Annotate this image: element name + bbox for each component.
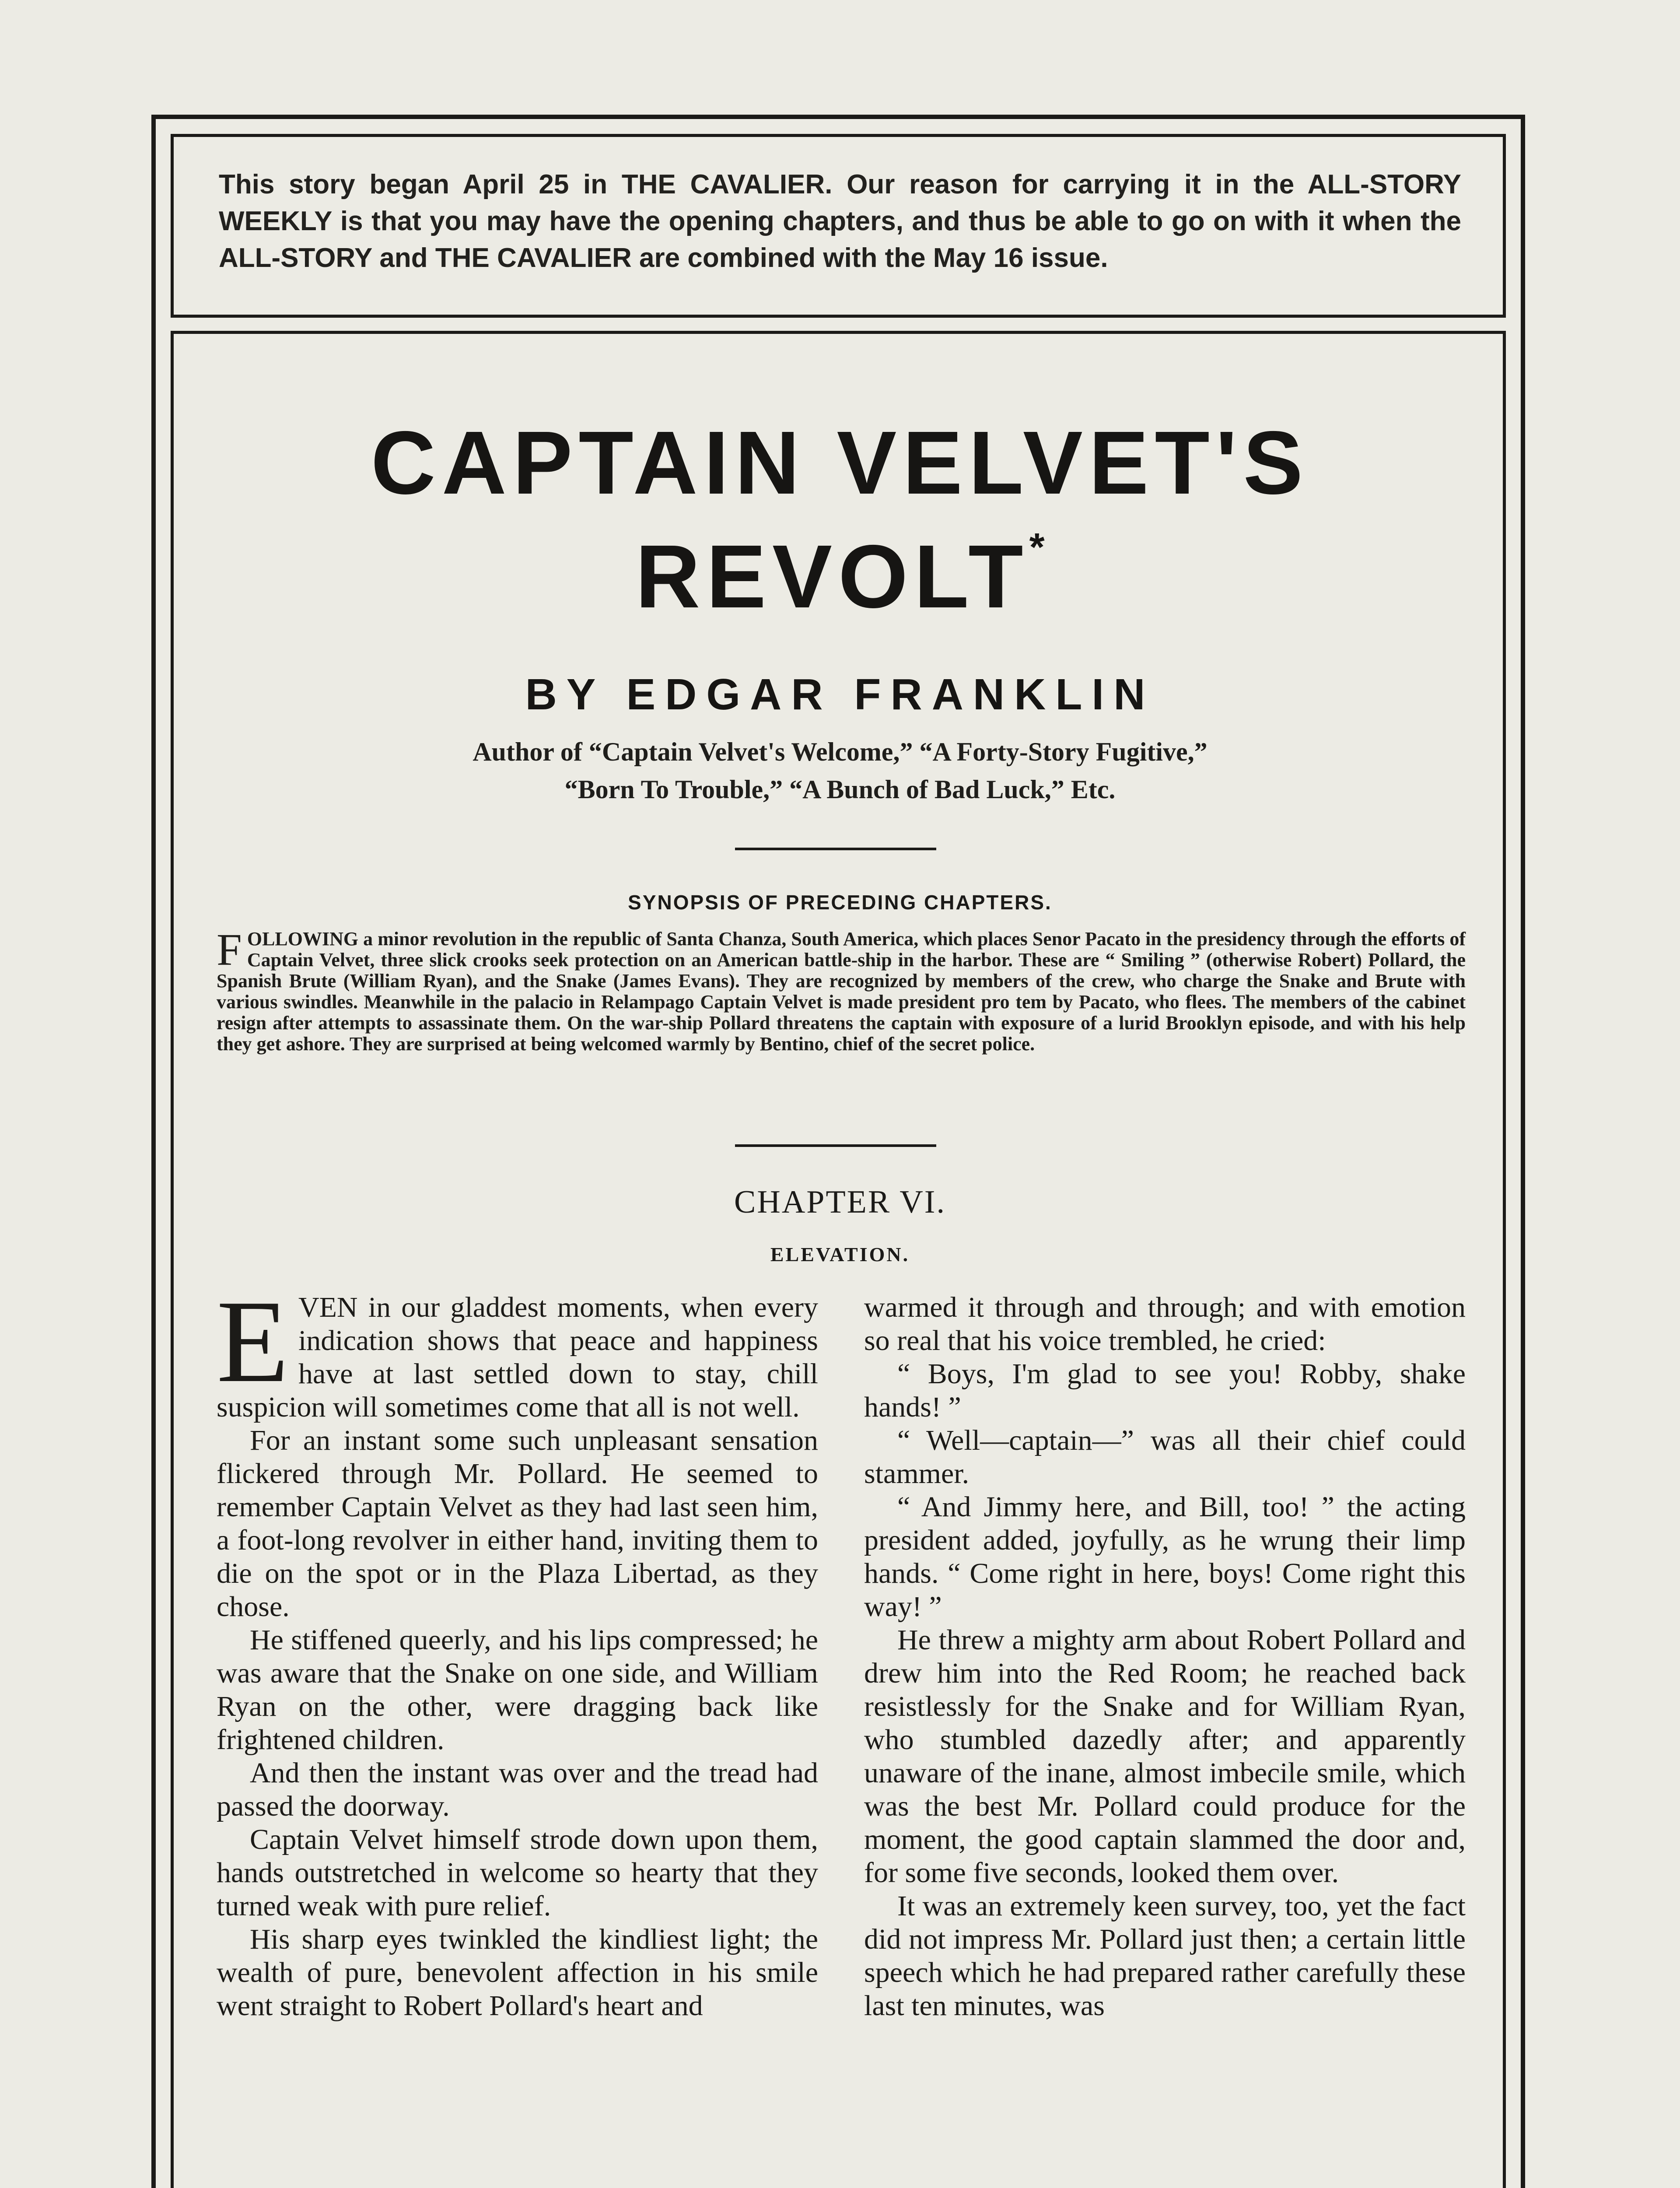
story-title-line-1: CAPTAIN VELVET'S — [371, 413, 1309, 513]
drop-cap: E — [217, 1276, 289, 1407]
synopsis-heading: SYNOPSIS OF PRECEDING CHAPTERS. — [628, 891, 1052, 914]
paragraph: And then the instant was over and the tread had passed the doorway. — [217, 1757, 818, 1822]
chapter-subtitle: ELEVATION. — [770, 1243, 910, 1266]
paragraph: It was an extremely keen survey, too, yet the fact did not impress Mr. Pollard just then; a certain little speech which he had prepared rather carefully these last ten minutes, was — [864, 1890, 1466, 2022]
synopsis-text — [217, 925, 1466, 1055]
paragraph-text: VEN in our gladdest moments, when every indication shows that peace and happiness have at last settled down to stay, chill suspicion will sometimes come that all is not well. — [217, 1291, 818, 1423]
divider-rule — [735, 848, 936, 850]
title-footnote-marker: * — [1029, 526, 1045, 569]
paragraph: Captain Velvet himself strode down upon them, hands outstretched in welcome so hearty that they turned weak with pure relief. — [217, 1823, 818, 1922]
story-title-word: REVOLT — [635, 526, 1029, 627]
divider-rule — [735, 1144, 936, 1147]
text-column-right — [864, 1291, 1466, 2023]
author-credits — [306, 733, 1374, 808]
synopsis-initial: F — [217, 925, 242, 975]
story-title-line-2 — [175, 525, 1505, 628]
credits-line-2: “Born To Trouble,” “A Bunch of Bad Luck,” Etc. — [564, 775, 1116, 804]
credits-line-1: Author of “Captain Velvet's Welcome,” “A Forty-Story Fugitive,” — [472, 737, 1208, 766]
intro-note: This story began April 25 in THE CAVALIER. Our reason for carrying it in the ALL-STORY WEEKLY is that you may have the opening chapters, and thus be able to go on with it when the ALL-STORY and THE CAVALIER are combined with the May 16 issue. — [219, 169, 1461, 273]
byline: BY EDGAR FRANKLIN — [525, 670, 1155, 719]
paragraph: warmed it through and through; and with emotion so real that his voice trembled, he cried: — [864, 1291, 1466, 1357]
paragraph: “ And Jimmy here, and Bill, too! ” the acting president added, joyfully, as he wrung their limp hands. “ Come right in here, boys! Come right this way! ” — [864, 1491, 1466, 1623]
paragraph: He threw a mighty arm about Robert Pollard and drew him into the Red Room; he reached back resistlessly for the Snake and for William Ryan, who stumbled dazedly after; and apparently unaware of the inane, almost imbecile smile, which was the best Mr. Pollard could produce for the moment, the good captain slammed the door and, for some five seconds, looked them over. — [864, 1624, 1466, 1889]
chapter-heading: CHAPTER VI. — [734, 1184, 946, 1220]
paragraph: “ Boys, I'm glad to see you! Robby, shake hands! ” — [864, 1358, 1466, 1423]
synopsis-body: OLLOWING a minor revolution in the republic of Santa Chanza, South America, which places Senor Pacato in the presidency through the efforts of Captain Velvet, three slick crooks seek protection on an American battle-ship in the harbor. These are “ Smiling ” (otherwise Robert) Pollard, the Spanish Brute (William Ryan), and the Snake (James Evans). They are recognized by members of the crew, who charge the Snake and Brute with various swindles. Meanwhile in the palacio in Relampago Captain Velvet is made president pro tem by Pacato, who flees. The members of the cabinet resign after attempts to assassinate them. On the war-ship Pollard threatens the captain with exposure of a lurid Brooklyn episode, and with his help they get ashore. They are surprised at being welcomed warmly by Bentino, chief of the secret police. — [217, 928, 1466, 1055]
paragraph — [217, 1276, 818, 1424]
paragraph: His sharp eyes twinkled the kindliest light; the wealth of pure, benevolent affection in his smile went straight to Robert Pollard's heart and — [217, 1923, 818, 2022]
paragraph: He stiffened queerly, and his lips compressed; he was aware that the Snake on one side, and William Ryan on the other, were dragging back like frightened children. — [217, 1624, 818, 1756]
paragraph: “ Well—captain—” was all their chief could stammer. — [864, 1424, 1466, 1490]
paragraph: For an instant some such unpleasant sensation flickered through Mr. Pollard. He seemed to remember Captain Velvet as they had last seen him, a foot-long revolver in either hand, inviting them to die on the spot or in the Plaza Libertad, as they chose. — [217, 1424, 818, 1623]
text-column-left — [217, 1276, 818, 2023]
